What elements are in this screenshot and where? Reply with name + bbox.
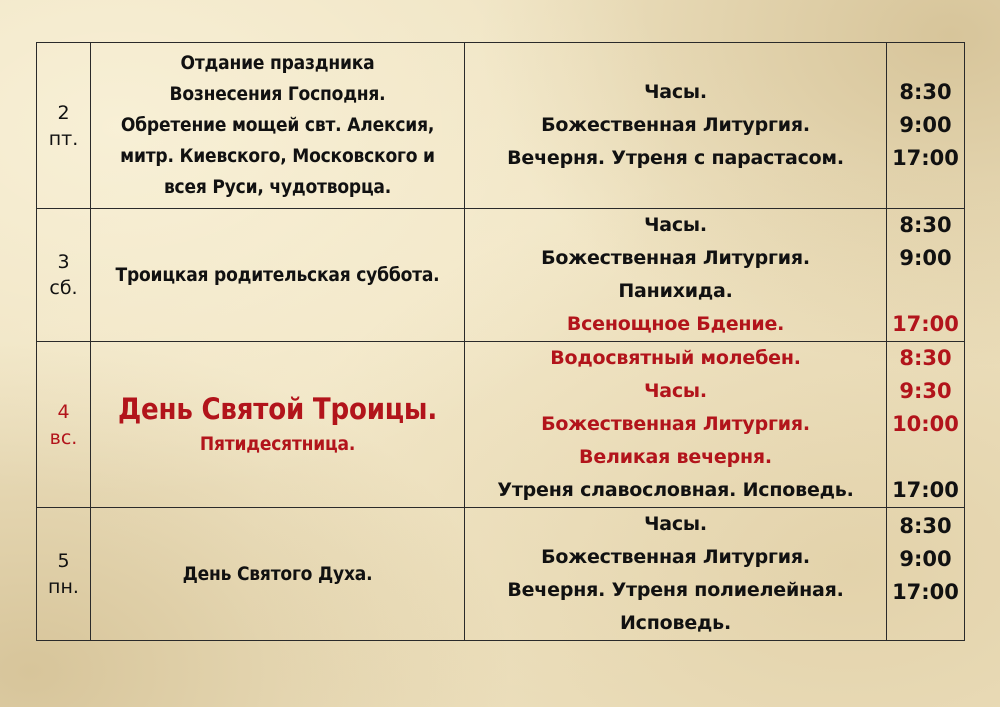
weekday: вс.: [49, 426, 78, 449]
date-cell-feast: [37, 342, 91, 508]
weekday: сб.: [49, 277, 78, 299]
service-time: 8:30: [899, 213, 952, 237]
service-time-highlight: 10:00: [892, 412, 959, 436]
service-time-empty: [887, 441, 964, 474]
feast-line: Вознесения Господня.: [169, 83, 386, 105]
weekday: пт.: [48, 127, 79, 150]
date-cell: [37, 209, 91, 342]
service-item: Часы.: [644, 214, 707, 236]
feast-line: Обретение мощей свт. Алексия,: [120, 114, 435, 136]
service-time: 17:00: [892, 478, 959, 502]
service-item: Часы.: [644, 81, 707, 103]
service-item: Утреня славословная. Исповедь.: [497, 479, 854, 501]
service-schedule-table: [36, 42, 965, 641]
service-item: Вечерня. Утреня полиелейная.: [507, 579, 844, 601]
date-cell: [37, 43, 91, 209]
day-number: 3: [57, 251, 70, 273]
schedule-row-day-3: [37, 209, 965, 342]
service-time: 17:00: [892, 146, 959, 170]
day-number: 4: [57, 400, 70, 423]
times-cell: [887, 43, 965, 209]
service-time: 9:00: [899, 113, 952, 137]
feast-cell: [91, 43, 465, 209]
service-item: Вечерня. Утреня с парастасом.: [507, 147, 844, 169]
feast-cell: [91, 342, 465, 508]
service-item-highlight: Божественная Литургия.: [541, 413, 810, 435]
schedule-row-day-4: [37, 342, 965, 508]
times-cell: [887, 508, 965, 641]
service-time: 17:00: [892, 580, 959, 604]
times-cell: [887, 342, 965, 508]
service-time-highlight: 17:00: [892, 312, 959, 336]
service-time-empty: [887, 275, 964, 308]
feast-subtitle: Пятидесятница.: [199, 433, 356, 455]
service-time: 8:30: [899, 514, 952, 538]
feast-cell: [91, 209, 465, 342]
service-item: Исповедь.: [619, 612, 732, 634]
feast-cell: [91, 508, 465, 641]
service-time-highlight: 8:30: [899, 346, 952, 370]
service-item: Божественная Литургия.: [541, 546, 810, 568]
service-item-highlight: Водосвятный молебен.: [550, 347, 801, 369]
date-cell: [37, 508, 91, 641]
service-item-highlight: Часы.: [644, 380, 707, 402]
services-cell: [465, 209, 887, 342]
services-cell: [465, 43, 887, 209]
service-item-highlight: Великая вечерня.: [579, 446, 772, 468]
weekday: пн.: [48, 576, 79, 598]
service-item: Часы.: [644, 513, 707, 535]
schedule-row-day-2: [37, 43, 965, 209]
services-cell: [465, 342, 887, 508]
service-time: 8:30: [899, 80, 952, 104]
feast-line: всея Руси, чудотворца.: [163, 176, 392, 198]
times-cell: [887, 209, 965, 342]
service-item: Божественная Литургия.: [541, 114, 810, 136]
feast-line: митр. Киевского, Московского и: [120, 145, 435, 167]
service-time: 9:00: [899, 547, 952, 571]
day-number: 2: [57, 101, 70, 124]
services-cell: [465, 508, 887, 641]
service-item-highlight: Всенощное Бдение.: [566, 313, 785, 335]
service-item: Панихида.: [618, 280, 733, 302]
feast-line: Троицкая родительская суббота.: [115, 263, 440, 286]
service-time: 9:00: [899, 246, 952, 270]
feast-title: День Святой Троицы.: [117, 392, 438, 426]
feast-line: День Святого Духа.: [182, 562, 373, 585]
day-number: 5: [57, 550, 70, 572]
schedule-sheet: [36, 42, 964, 636]
service-time-highlight: 9:30: [899, 379, 952, 403]
feast-line: Отдание праздника: [180, 52, 375, 74]
service-item: Божественная Литургия.: [541, 247, 810, 269]
schedule-row-day-5: [37, 508, 965, 641]
